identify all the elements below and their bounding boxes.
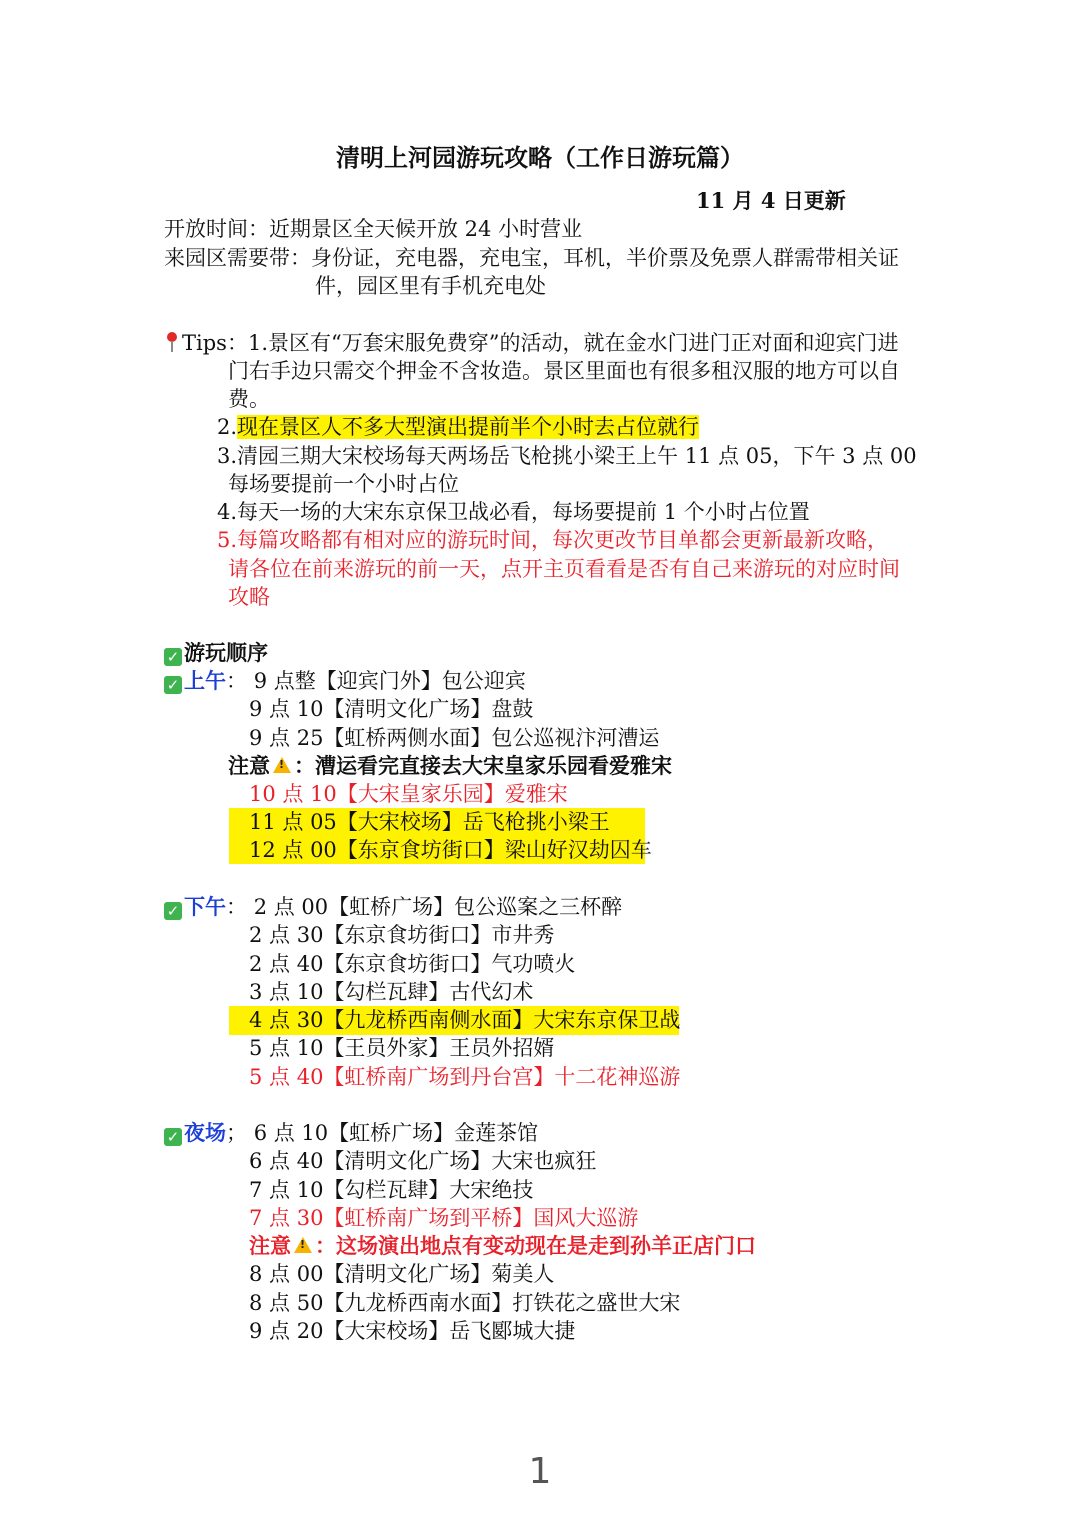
night-item-1: 7 点 10【勾栏瓦肆】大宋绝技 <box>249 1178 534 1202</box>
morning-sep: ： <box>226 669 247 693</box>
afternoon-item-1: 2 点 40【东京食坊街口】气功喷火 <box>249 952 576 976</box>
morning-hl-item-0: 11 点 05【大宋校场】岳飞枪挑小梁王 <box>249 810 610 834</box>
night-note-label: 注意 <box>249 1233 291 1258</box>
tip-1-line-3: 费。 <box>228 387 270 411</box>
night-red-item: 7 点 30【虹桥南广场到平桥】国风大巡游 <box>249 1206 639 1230</box>
check-icon: ✓ <box>164 676 182 694</box>
night-note <box>249 1232 756 1260</box>
morning-first <box>164 667 526 695</box>
check-icon: ✓ <box>164 902 182 920</box>
order-heading <box>164 639 268 667</box>
tip-1-text-a: 1.景区有“万套宋服免费穿”的活动，就在金水门进门正对面和迎宾门进 <box>247 331 899 355</box>
night-item-after-0: 8 点 00【清明文化广场】菊美人 <box>249 1262 555 1286</box>
morning-red-item: 10 点 10【大宋皇家乐园】爱雅宋 <box>249 782 568 806</box>
night-label: 夜场 <box>184 1120 226 1145</box>
morning-item-0: 9 点整【迎宾门外】包公迎宾 <box>253 669 526 693</box>
page-title: 清明上河园游玩攻略（工作日游玩篇） <box>336 143 744 172</box>
tip-3-line-1: 3.清园三期大宋校场每天两场岳飞枪挑小梁王上午 11 点 05，下午 3 点 00 <box>217 444 917 468</box>
pin-icon <box>164 331 180 353</box>
morning-item-2: 9 点 25【虹桥两侧水面】包公巡视汴河漕运 <box>249 726 660 750</box>
afternoon-item-2: 3 点 10【勾栏瓦肆】古代幻术 <box>249 980 534 1004</box>
tip-2-number: 2. <box>217 415 238 439</box>
night-first-item: 6 点 10【虹桥广场】金莲茶馆 <box>253 1121 539 1145</box>
bring-items-line-1: 来园区需要带：身份证，充电器，充电宝，耳机，半价票及免票人群需带相关证 <box>164 246 899 270</box>
morning-label: 上午 <box>184 668 226 693</box>
tip-2-highlight: 现在景区人不多大型演出提前半个小时去占位就行 <box>237 415 700 439</box>
tip-3-line-2: 每场要提前一个小时占位 <box>228 472 459 496</box>
bring-items-line-2: 件，园区里有手机充电处 <box>315 274 546 298</box>
warning-icon <box>294 1237 312 1253</box>
morning-note-label: 注意 <box>228 753 270 778</box>
afternoon-item-after: 5 点 10【王员外家】王员外招婿 <box>249 1036 555 1060</box>
tip-5-line-2: 请各位在前来游玩的前一天，点开主页看看是否有自己来游玩的对应时间 <box>228 557 900 581</box>
night-first <box>164 1119 538 1147</box>
update-date: 11 月 4 日更新 <box>696 188 846 213</box>
tip-1-line-2: 门右手边只需交个押金不含妆造。景区里面也有很多租汉服的地方可以自 <box>228 359 900 383</box>
night-sep: ； <box>226 1121 247 1145</box>
tip-1-line-1 <box>164 329 898 357</box>
warning-icon <box>273 757 291 773</box>
tips-label: Tips： <box>182 331 248 355</box>
order-heading-text: 游玩顺序 <box>184 640 268 665</box>
afternoon-red-item: 5 点 40【虹桥南广场到丹台宫】十二花神巡游 <box>249 1065 681 1089</box>
tip-4: 4.每天一场的大宋东京保卫战必看，每场要提前 1 个小时占位置 <box>217 500 810 524</box>
morning-hl-item-1: 12 点 00【东京食坊街口】梁山好汉劫囚车 <box>249 838 652 862</box>
afternoon-item-0: 2 点 30【东京食坊街口】市井秀 <box>249 923 555 947</box>
morning-note-text: ：漕运看完直接去大宋皇家乐园看爱雅宋 <box>294 753 672 778</box>
afternoon-hl-item: 4 点 30【九龙桥西南侧水面】大宋东京保卫战 <box>249 1008 681 1032</box>
morning-note <box>228 752 672 780</box>
morning-item-1: 9 点 10【清明文化广场】盘鼓 <box>249 697 534 721</box>
page-number: 1 <box>528 1451 552 1492</box>
open-time: 开放时间：近期景区全天候开放 24 小时营业 <box>164 217 583 241</box>
tip-5-line-1: 5.每篇攻略都有相对应的游玩时间，每次更改节目单都会更新最新攻略， <box>217 528 889 552</box>
night-item-after-2: 9 点 20【大宋校场】岳飞郾城大捷 <box>249 1319 576 1343</box>
afternoon-sep: ： <box>226 895 247 919</box>
afternoon-label: 下午 <box>184 894 226 919</box>
check-icon: ✓ <box>164 648 182 666</box>
night-item-after-1: 8 点 50【九龙桥西南水面】打铁花之盛世大宋 <box>249 1291 681 1315</box>
night-item-0: 6 点 40【清明文化广场】大宋也疯狂 <box>249 1149 597 1173</box>
check-icon: ✓ <box>164 1128 182 1146</box>
afternoon-first <box>164 893 622 921</box>
afternoon-first-item: 2 点 00【虹桥广场】包公巡案之三杯醉 <box>253 895 623 919</box>
tip-2 <box>217 413 699 441</box>
tip-5-line-3: 攻略 <box>228 585 270 609</box>
night-note-text: ：这场演出地点有变动现在是走到孙羊正店门口 <box>315 1233 756 1258</box>
